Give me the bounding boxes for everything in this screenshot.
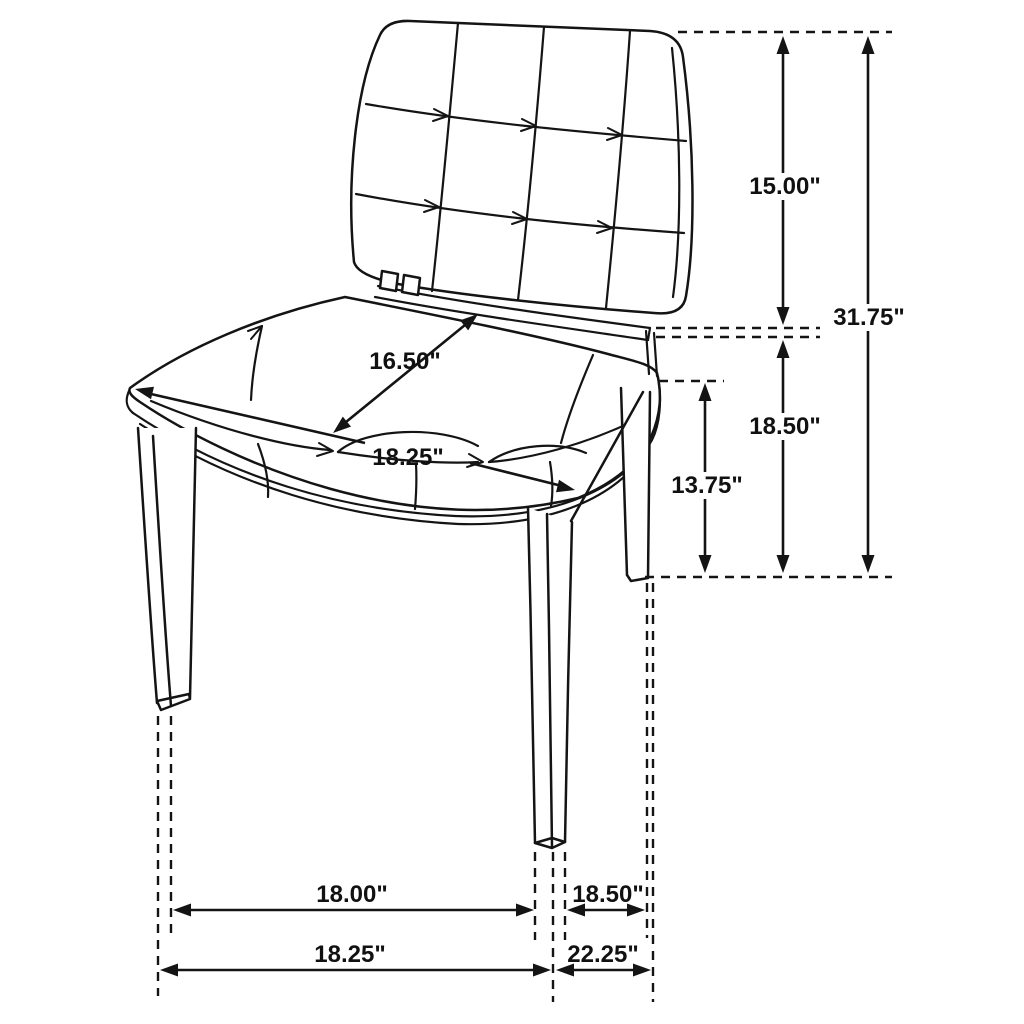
back-height-label: 15.00": [749, 173, 821, 200]
front-width-outer-label: 18.25": [314, 941, 386, 968]
overall-height-label: 31.75": [833, 304, 905, 331]
back-right-leg: [621, 388, 650, 581]
dim-floor-to-seat-bottom: [667, 383, 747, 573]
dim-side-leg-spacing: [567, 881, 645, 917]
backrest-tab-right: [402, 275, 420, 295]
chair-drawing: [127, 21, 693, 848]
seat-diagonal-depth-label: 16.50": [369, 348, 441, 375]
dim-front-width-outer: [160, 941, 551, 977]
dim-front-leg-spacing-inner: [173, 881, 534, 917]
side-leg-spacing-label: 18.50": [572, 881, 644, 908]
backrest-tab-left: [380, 271, 398, 291]
front-left-leg: [138, 428, 196, 710]
backrest-rail-endcap: [648, 328, 650, 340]
seat-diagonal-width-label: 18.25": [372, 444, 444, 471]
seat-cushion: [129, 297, 660, 510]
dim-overall-height: [829, 36, 909, 573]
dim-back-height: [745, 36, 825, 325]
floor-to-seat-bottom-label: 13.75": [671, 472, 743, 499]
overall-depth-label: 22.25": [567, 941, 639, 968]
front-right-leg: [528, 508, 572, 848]
dim-overall-depth: [556, 941, 651, 977]
floor-to-seat-top-label: 18.50": [749, 413, 821, 440]
dim-floor-to-seat-top: [745, 340, 825, 573]
front-leg-spacing-inner-label: 18.00": [316, 881, 388, 908]
